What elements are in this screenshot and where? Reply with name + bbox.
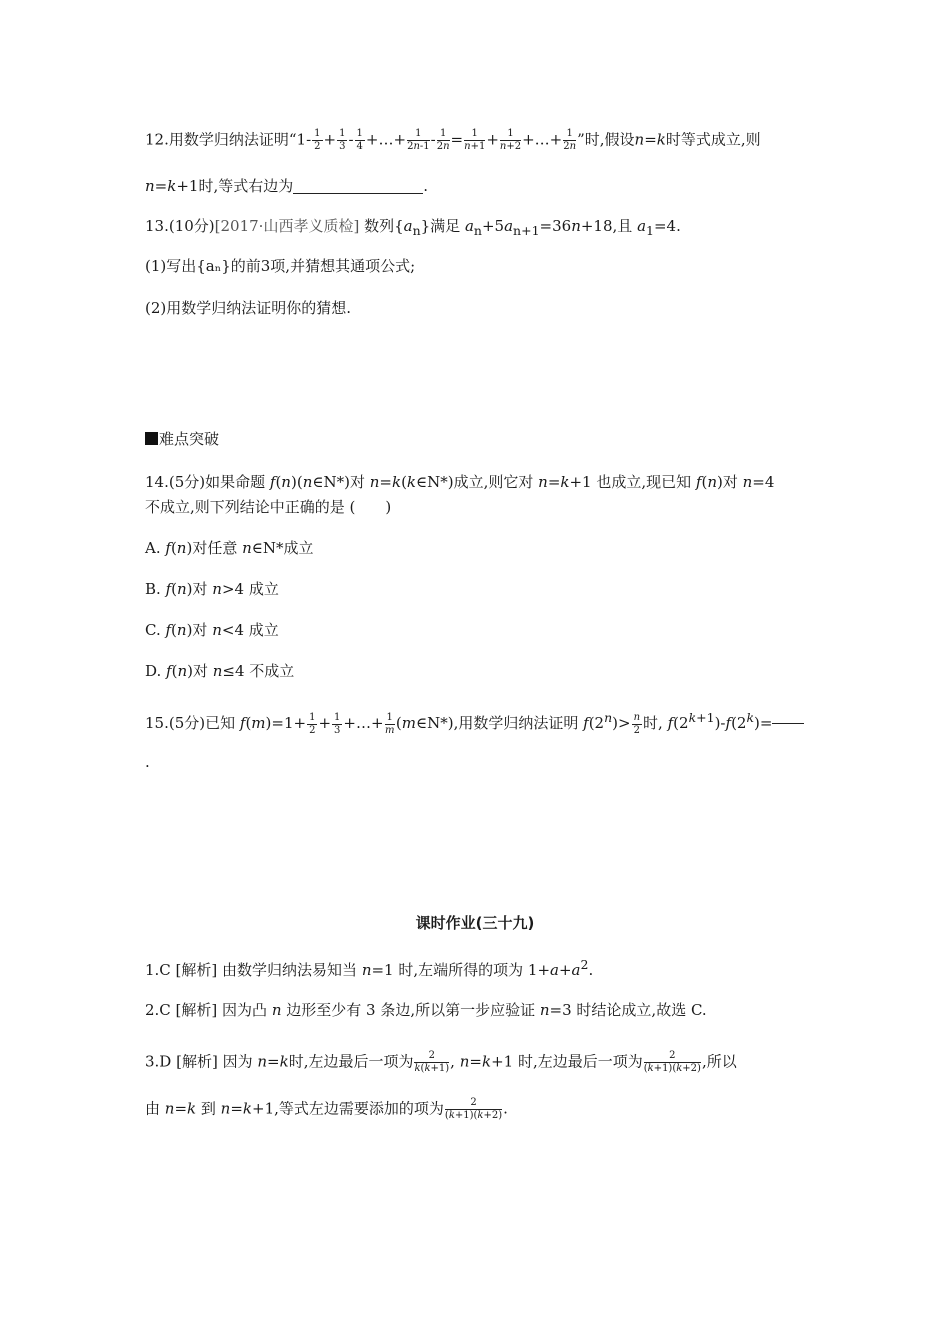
answer-2: 2.C [解析] 因为凸 n 边形至少有 3 条边,所以第一步应验证 n=3 时结论成立,故选 C. (145, 1001, 707, 1019)
answer-3-line1: 3.D [解析] 因为 n=k时,左边最后一项为 $\frac{2}{k(k+1)}$ , n=k+1 时,左边最后一项为 $\frac{2}{(k+1)(k+2)}$ ,所以 (145, 1050, 737, 1074)
answer-1: 1.C [解析] 由数学归纳法易知当 n=1 时,左端所得的项为 $1+a+a^2$. (145, 957, 594, 979)
q13-part2: (2)用数学归纳法证明你的猜想. (145, 299, 352, 317)
q14-option-a: A. f(n)对任意 n∈N*成立 (145, 539, 314, 557)
square-bullet-icon (145, 432, 158, 445)
q14-option-c: C. f(n)对 n<4 成立 (145, 621, 279, 639)
q15-line2: . (145, 753, 150, 771)
q14-option-d: D. f(n)对 n≤4 不成立 (145, 662, 295, 680)
q12-line1: 12.用数学归纳法证明“1- $\frac{1}{2}$ + $\frac{1}{3}$ - $\frac{1}{4}$ +…+ $\frac{1}{2n-1}$ - $\frac{1}{2n}$ = $\frac{1}{n+1}$ + $\frac{1}{n+2}$ +…+ $\frac{1}{2n}$ ”时,假设n=k时等式成立,则 (145, 128, 761, 152)
section-heading: 难点突破 (145, 428, 219, 449)
q14-line2: 不成立,则下列结论中正确的是 ( ) (145, 498, 392, 516)
q12-line2: n=k+1时,等式右边为 . (145, 177, 429, 195)
q15-line1: 15.(5分)已知 f(m)=1+ $\frac{1}{2}$ + $\frac{1}{3}$ +…+ $\frac{1}{m}$ (m∈N*),用数学归纳法证明 $f(2^n)>$ $\frac{n}{2}$ 时, $f(2^{k+1})-f(2^k)=$ (145, 708, 804, 737)
answer-3-line2: 由 n=k 到 n=k+1,等式左边需要添加的项为 $\frac{2}{(k+1)(k+2)}$ . (145, 1097, 508, 1121)
q13-header: 13.(10分)[2017·山西孝义质检] 数列$\{a_n\}$满足 $a_n+5a_{n+1}=36n+18$,且 $a_1=4$. (145, 217, 681, 238)
answers-title: 课时作业(三十九) (415, 914, 535, 932)
q14-line1: 14.(5分)如果命题 f(n)(n∈N*)对 n=k(k∈N*)成立,则它对 n=k+1 也成立,现已知 f(n)对 n=4 (145, 473, 775, 491)
q14-option-b: B. f(n)对 n>4 成立 (145, 580, 279, 598)
q13-part1: (1)写出{aₙ}的前3项,并猜想其通项公式; (145, 257, 416, 275)
